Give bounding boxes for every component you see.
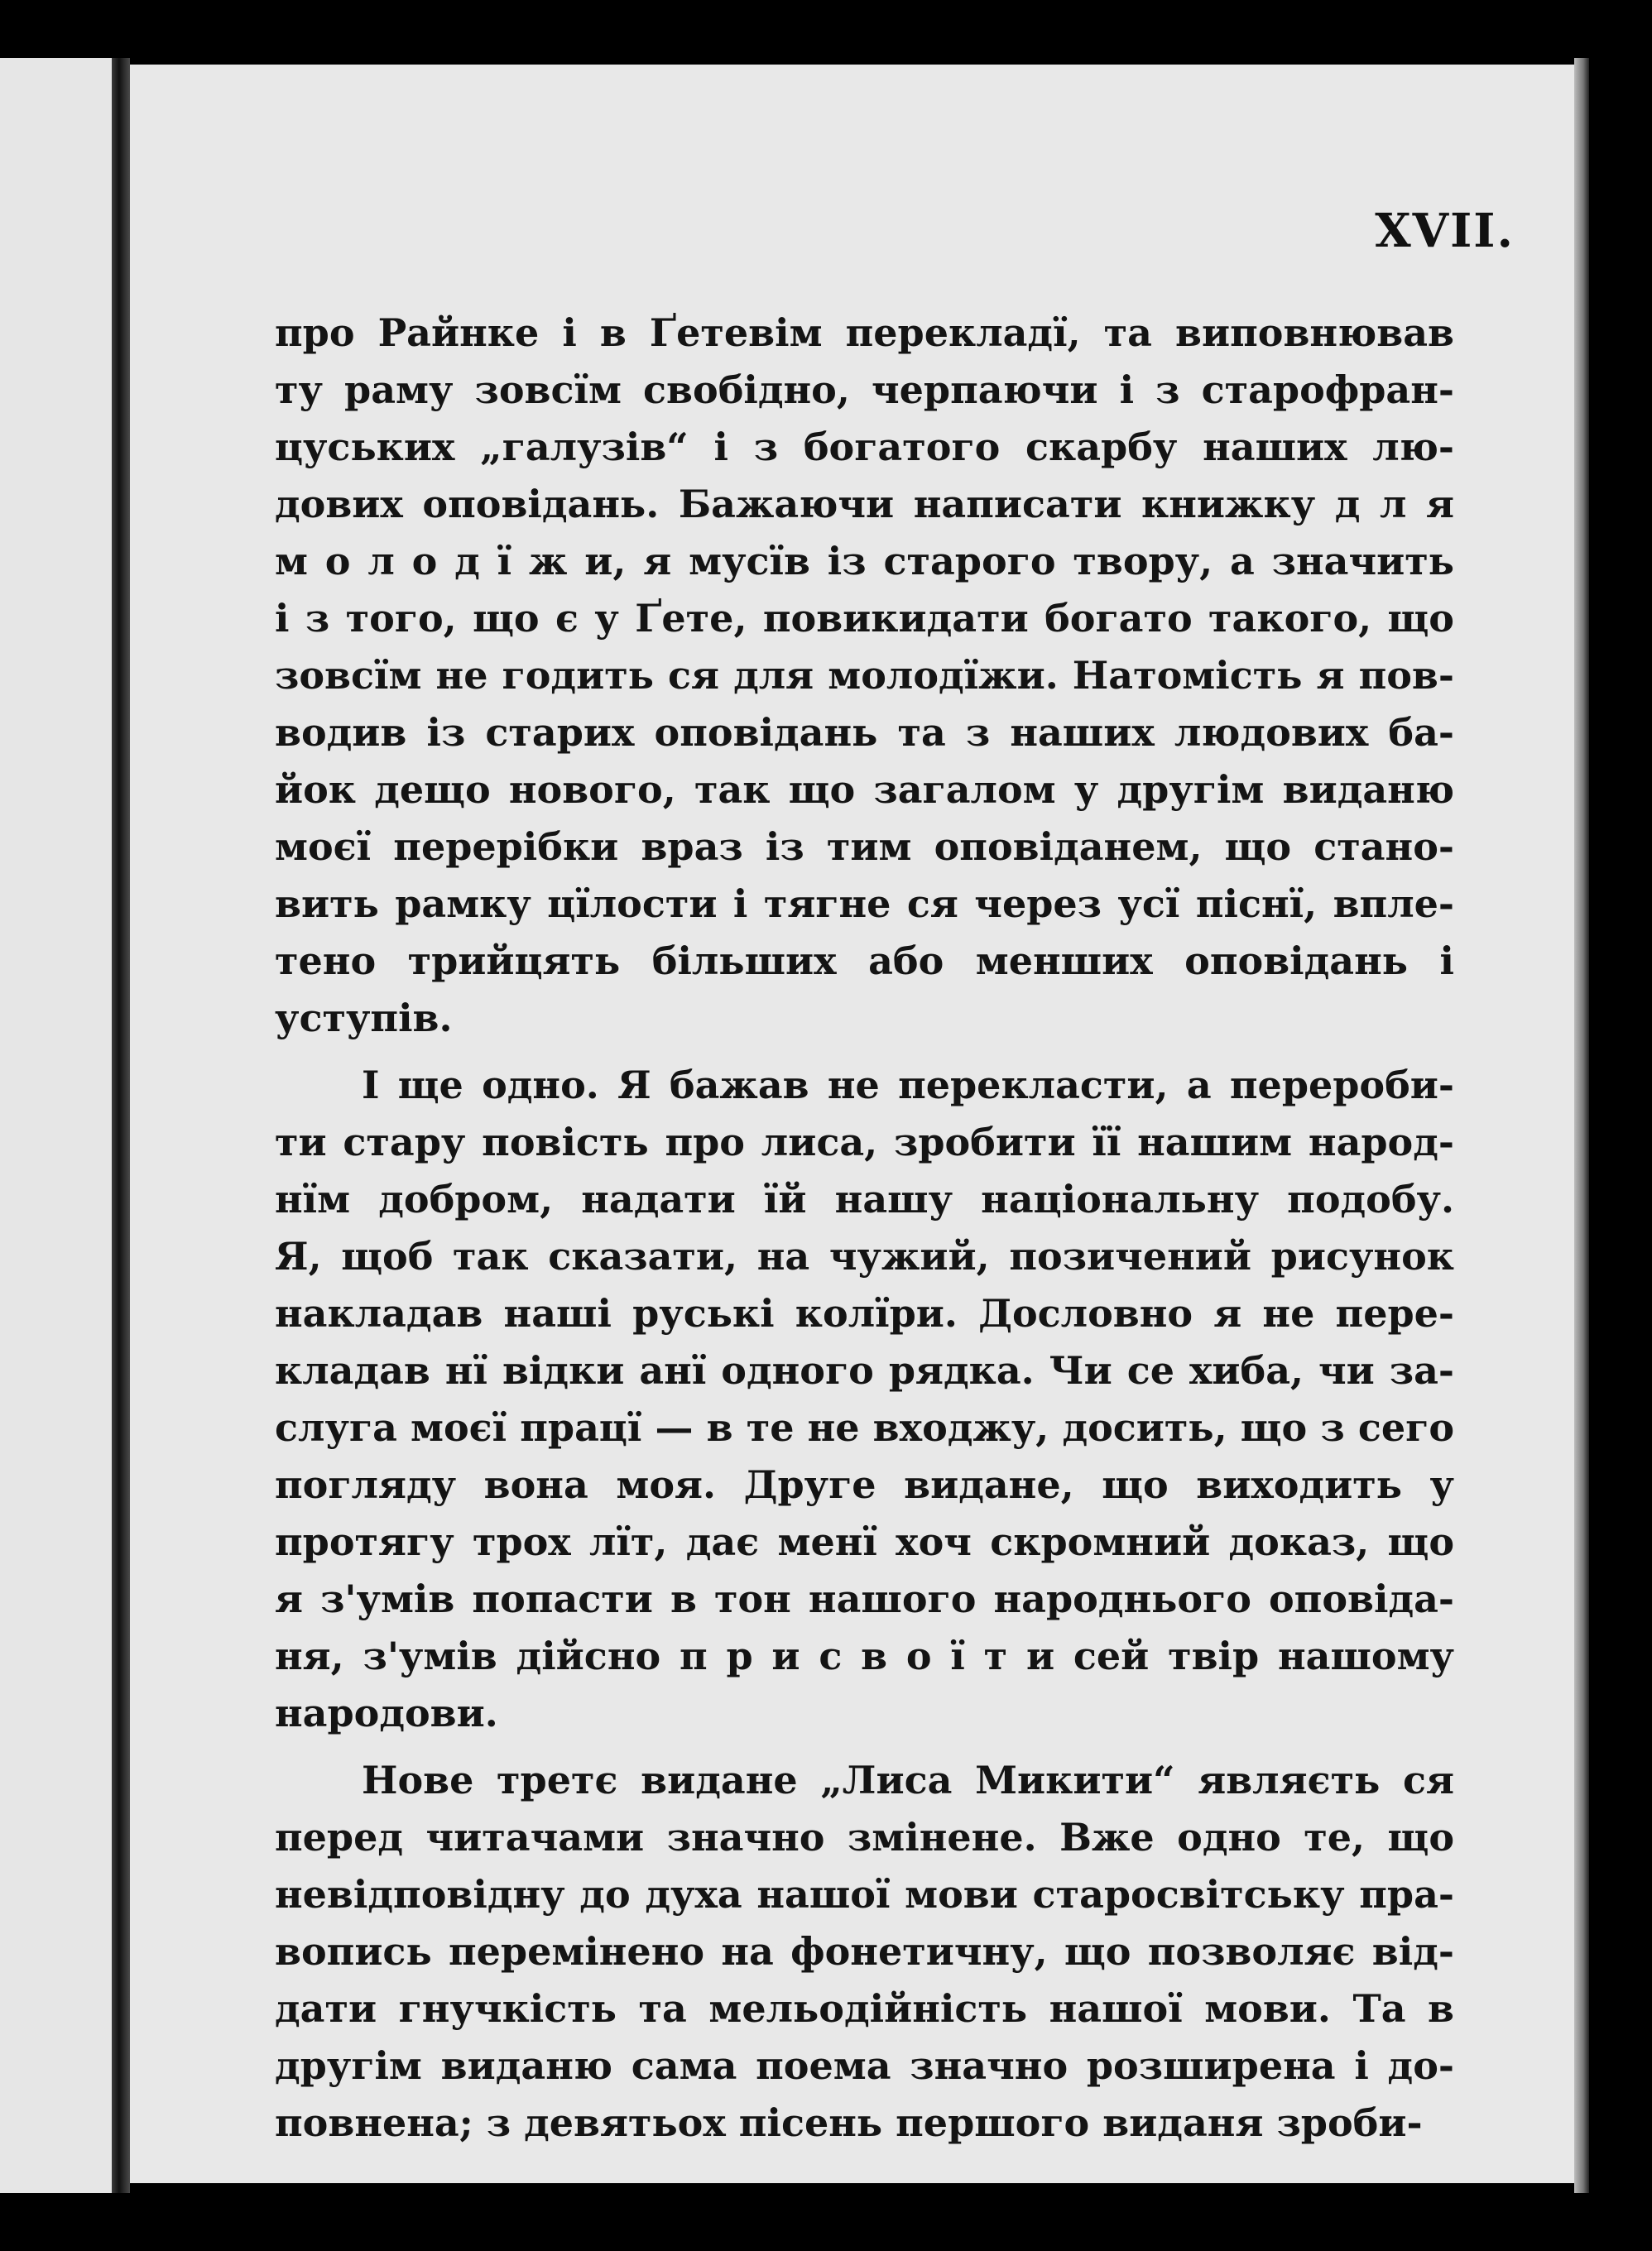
- paragraph-gap: [275, 1742, 1454, 1752]
- text-line: я з'умів попасти в тон нашого народнього оповіда-: [275, 1577, 1454, 1621]
- text-line: Нове третє видане „Лиса Микити“ являєть ся: [362, 1758, 1454, 1802]
- book-gutter: [112, 58, 130, 2193]
- text-line: І ще одно. Я бажав не перекласти, а перероби-: [362, 1063, 1454, 1107]
- right-page-edge: [1574, 58, 1589, 2193]
- text-line: вить рамку цїлости і тягне ся через усї піснї, впле-: [275, 881, 1454, 926]
- text-line: водив із старих оповідань та з наших людових ба-: [275, 710, 1454, 755]
- text-line: перед читачами значно змінене. Вже одно те, що: [275, 1815, 1454, 1860]
- text-line: слуга моєї працї — в те не входжу, досить, що з сего: [275, 1405, 1454, 1450]
- text-line: уступів.: [275, 996, 453, 1040]
- text-line: м о л о д ї ж и, я мусїв із старого твору, а значить: [275, 539, 1454, 583]
- text-line: народови.: [275, 1691, 498, 1735]
- text-line: ти стару повість про лиса, зробити її нашим народ-: [275, 1120, 1454, 1164]
- text-line: ту раму зовсїм свобідно, черпаючи і з старофран-: [275, 367, 1454, 412]
- page-number: XVII.: [1375, 204, 1515, 258]
- paragraph: [275, 305, 1454, 1047]
- text-line: тено трийцять більших або менших оповідань і: [275, 938, 1454, 983]
- text-line: вопись перемінено на фонетичну, що позволяє від-: [275, 1929, 1454, 1974]
- text-line: цуських „галузів“ і з богатого скарбу наших лю-: [275, 425, 1454, 469]
- paragraph-gap: [275, 1047, 1454, 1057]
- text-line: дових оповідань. Бажаючи написати книжку д л я: [275, 482, 1454, 526]
- text-line: моєї перерібки враз із тим оповіданем, що стано-: [275, 824, 1454, 869]
- text-line: нїм добром, надати їй нашу національну подобу.: [275, 1177, 1454, 1221]
- left-page-edge: [0, 58, 112, 2193]
- text-line: ня, з'умів дійсно п р и с в о ї т и сей твір нашому: [275, 1634, 1454, 1678]
- book-page: [130, 65, 1574, 2183]
- text-line: другім виданю сама поема значно розширена і до-: [275, 2043, 1454, 2088]
- text-line: зовсїм не годить ся для молодїжи. Натомість я пов-: [275, 653, 1454, 698]
- text-line: про Райнке і в Ґетевім перекладї, та виповнював: [275, 310, 1454, 355]
- text-line: і з того, що є у Ґете, повикидати богато такого, що: [275, 596, 1454, 641]
- text-line: повнена; з девятьох пісень першого виданя зроби-: [275, 2100, 1423, 2145]
- text-line: невідповідну до духа нашої мови старосвітську пра-: [275, 1872, 1454, 1917]
- text-line: кладав нї відки анї одного рядка. Чи се хиба, чи за-: [275, 1348, 1454, 1393]
- text-line: Я, щоб так сказати, на чужий, позичений рисунок: [275, 1234, 1454, 1279]
- text-line: накладав наші руські колїри. Дословно я не пере-: [275, 1291, 1454, 1336]
- text-line: йок дещо нового, так що загалом у другім виданю: [275, 767, 1454, 812]
- page-body-text: [275, 305, 1454, 2152]
- text-line: дати гнучкість та мельодійність нашої мови. Та в: [275, 1986, 1454, 2031]
- text-line: протягу трох лїт, дає менї хоч скромний доказ, що: [275, 1519, 1454, 1564]
- paragraph: [275, 1752, 1454, 2152]
- paragraph: [275, 1057, 1454, 1742]
- text-line: погляду вона моя. Друге видане, що виходить у: [275, 1462, 1454, 1507]
